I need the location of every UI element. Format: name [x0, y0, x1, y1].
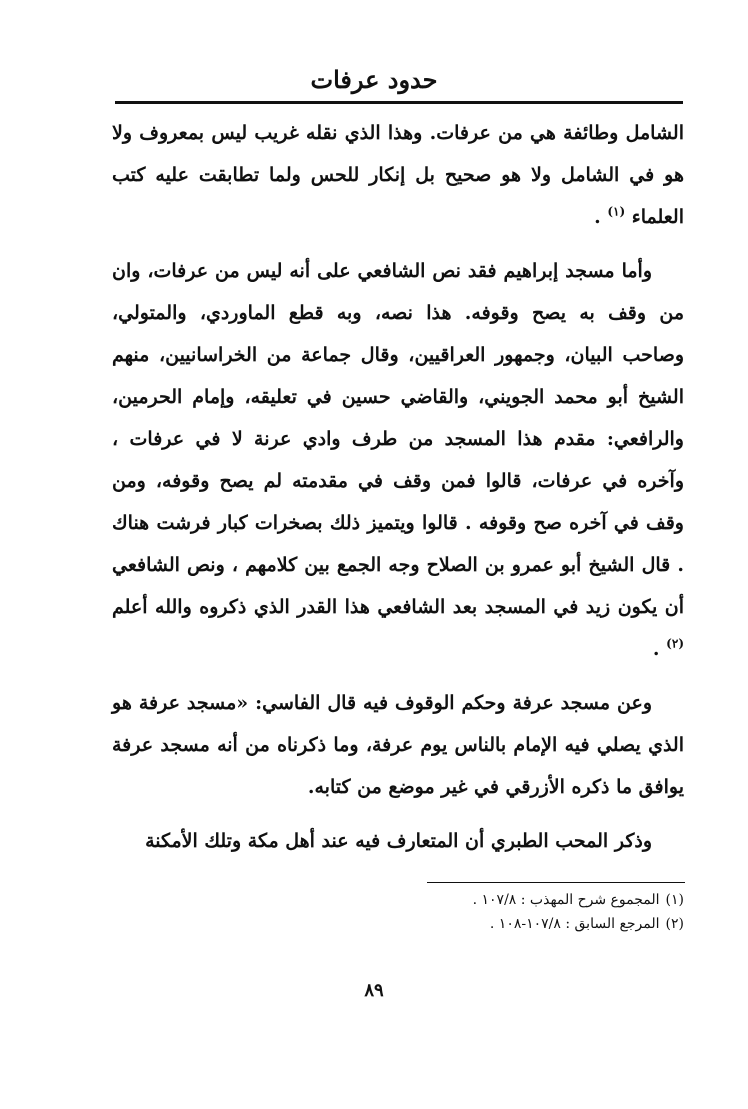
footnote-2-text: المرجع السابق : ١٠٧/٨-١٠٨ .: [489, 916, 660, 932]
footnote-2: [300, 912, 684, 936]
paragraph-2-text: وأما مسجد إبراهيم فقد نص الشافعي على أنه ليس من عرفات، وان من وقف به يصح وقوفه. هذا نصه، وبه قطع الماوردي، والمتولي، وصاحب البيان، وجمهور العراقيين، وقال جماعة من الخراسانيين، منهم الشيخ أبو محمد الجويني، والقاضي حسين في تعليقه، وإمام الحرمين، والرافعي: مقدم هذا المسجد من طرف وادي عرنة لا في عرفات ، وآخره في عرفات، قالوا فمن وقف في مقدمته لم يصح وقوفه، ومن وقف في آخره صح وقوفه . قالوا ويتميز ذلك بصخرات كبار فرشت هناك . قال الشيخ أبو عمرو بن الصلاح وجه الجمع بين كلامهم ، ونص الشافعي أن يكون زيد في المسجد بعد الشافعي هذا القدر الذي ذكروه والله أعلم: [112, 260, 684, 618]
paragraph-1: [112, 112, 684, 238]
paragraph-1-tail: .: [594, 206, 601, 228]
main-text: [112, 112, 684, 874]
paragraph-3-text: وعن مسجد عرفة وحكم الوقوف فيه قال الفاسي: «مسجد عرفة هو الذي يصلي فيه الإمام بالناس يوم عرفة، وما ذكرناه من أنه مسجد عرفة يوافق ما ذكره الأزرقي في غير موضع من كتابه.: [112, 692, 684, 798]
footnote-2-number: (٢): [665, 916, 684, 932]
footnotes: [300, 888, 684, 936]
footnote-1-text: المجموع شرح المهذب : ١٠٧/٨ .: [472, 892, 660, 908]
paragraph-2: [112, 250, 684, 670]
paragraph-2-tail: .: [652, 638, 660, 660]
running-header-title: حدود عرفات: [310, 65, 438, 94]
page-number: ٨٩: [364, 980, 384, 1001]
footnote-divider: [427, 882, 685, 883]
footnote-ref-1: (١): [607, 204, 626, 219]
paragraph-1-text: الشامل وطائفة هي من عرفات. وهذا الذي نقله غريب ليس بمعروف ولا هو في الشامل ولا هو صحيح بل إنكار للحس ولما تطابقت عليه كتب العلماء: [112, 122, 684, 228]
header-divider: [115, 101, 683, 104]
paragraph-3: [112, 682, 684, 808]
footnote-1-number: (١): [665, 892, 684, 908]
footnote-ref-2: (٢): [666, 636, 684, 651]
paragraph-4: [112, 820, 684, 862]
footnote-1: [300, 888, 684, 912]
paragraph-4-text: وذكر المحب الطبري أن المتعارف فيه عند أهل مكة وتلك الأمكنة: [145, 830, 652, 852]
